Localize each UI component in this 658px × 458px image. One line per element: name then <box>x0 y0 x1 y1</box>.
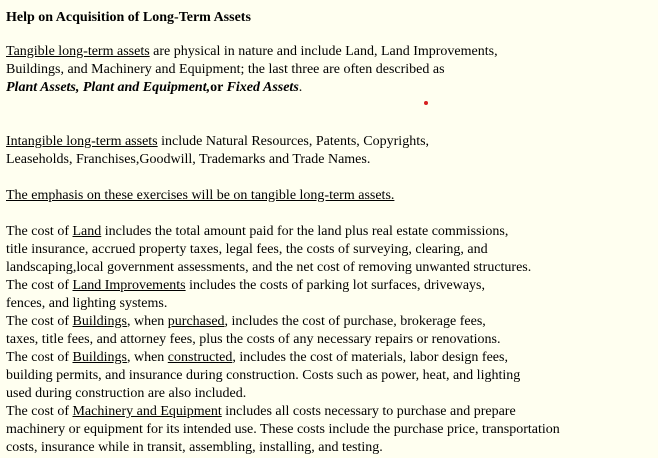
tangible-term: Tangible long-term assets <box>6 44 150 59</box>
purchased-term: purchased <box>167 314 225 329</box>
buildings-constructed-paragraph: The cost of Buildings, when constructed, includes the cost of materials, labor design fees, building permits, and insurance during construction. Costs such as power, heat, and lighting used during construction are also included. <box>6 350 521 401</box>
intangible-paragraph: Intangible long-term assets include Natural Resources, Patents, Copyrights, Leaseholds, Franchises,Goodwill, Trademarks and Trade Names. <box>6 134 430 167</box>
fixed-assets-term: Fixed Assets <box>226 80 299 95</box>
buildings-purchased-paragraph: The cost of Buildings, when purchased, includes the cost of purchase, brokerage fees, taxes, title fees, and attorney fees, plus the costs of any necessary repairs or renovations. <box>6 314 501 347</box>
page-title: Help on Acquisition of Long-Term Assets <box>6 10 251 25</box>
machinery-term: Machinery and Equipment <box>72 404 222 419</box>
land-paragraph: The cost of Land includes the total amount paid for the land plus real estate commissions, title insurance, accrued property taxes, legal fees, the costs of surveying, clearing, and landscaping,local government assessments, and the net cost of removing unwanted structures. <box>6 224 532 275</box>
plant-assets-names: Plant Assets, Plant and Equipment, <box>6 80 211 95</box>
red-dot-marker <box>424 101 428 105</box>
buildings-term: Buildings <box>72 314 127 329</box>
buildings-term: Buildings <box>72 350 127 365</box>
land-improvements-paragraph: The cost of Land Improvements includes the costs of parking lot surfaces, driveways, fences, and lighting systems. <box>6 278 485 311</box>
constructed-term: constructed <box>167 350 233 365</box>
land-improvements-term: Land Improvements <box>72 278 186 293</box>
intangible-term: Intangible long-term assets <box>6 134 158 149</box>
emphasis-note: The emphasis on these exercises will be on tangible long-term assets. <box>6 188 395 203</box>
help-content <box>6 9 654 457</box>
land-term: Land <box>72 224 102 239</box>
tangible-paragraph: Tangible long-term assets are physical in nature and include Land, Land Improvements, Buildings, and Machinery and Equipment; the last three are often described as Plant Assets, Plant and Equipment,or Fixed Assets. <box>6 44 498 95</box>
machinery-paragraph: The cost of Machinery and Equipment includes all costs necessary to purchase and prepare machinery or equipment for its intended use. These costs include the purchase price, transportation costs, insurance while in transit, assembling, installing, and testing. <box>6 404 560 455</box>
